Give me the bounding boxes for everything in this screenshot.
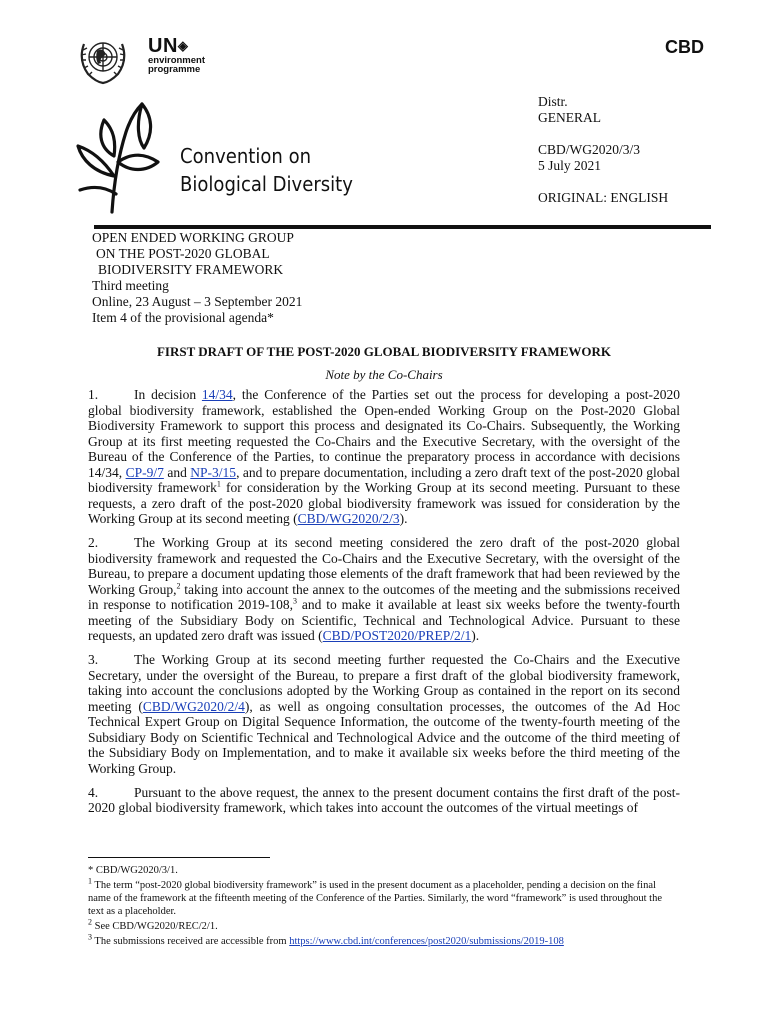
agenda-item: Item 4 of the provisional agenda*: [92, 310, 274, 325]
paragraph-1: 1. In decision 14/34, the Conference of the Parties set out the process for developing a post-2020 global biodiversity framework, established the Open-ended Working Group on the Post-2020 Global Biodiversity Framework to support this process and designated its Co-Chairs. Subsequently, the Working Group at its first meeting requested the Co-Chairs and the Executive Secretary, with the oversight of the Bureau of the Conference of the Parties, to continue the preparatory process in accordance with decisions 14/34, CP-9/7 and NP-3/15, and to prepare documentation, including a zero draft text of the post-2020 global biodiversity framework$^1$ for consideration by the Working Group at its second meeting. Pursuant to these requests, a zero draft of the post-2020 global biodiversity framework was issued for consideration by the Working Group at its second meeting (CBD/WG2020/2/3).: [88, 387, 680, 526]
link-submissions-url[interactable]: https://www.cbd.int/conferences/post2020/submissions/2019-108: [289, 936, 564, 947]
paragraph-number: 2.: [88, 535, 99, 550]
document-title: FIRST DRAFT OF THE POST-2020 GLOBAL BIODIVERSITY FRAMEWORK: [156, 344, 611, 359]
un-environment-line: environment: [148, 55, 206, 66]
footnote-ref-3: 3: [293, 596, 298, 606]
cbd-plant-logo-icon: [74, 102, 164, 214]
convention-title-line-2: Biological Diversity: [180, 172, 353, 196]
footnotes: [88, 864, 680, 950]
footnote-ref-2: 2: [176, 581, 181, 590]
link-cbd-wg2020-2-3[interactable]: CBD/WG2020/2/3: [297, 511, 400, 526]
paragraph-number: 4.: [88, 784, 99, 800]
footnote-1: $^1$ The term “post-2020 global biodiversity framework” is used in the present document as a placeholder, pending a decision on the final name of the framework at the fifteenth meeting of the Conference of the Parties. Similarly, the word “framework” is used throughout the text as a placeholder.: [88, 876, 663, 917]
meeting-venue: Online, 23 August – 3 September 2021: [92, 294, 303, 309]
link-np-3-15[interactable]: NP-3/15: [190, 464, 237, 480]
convention-title: [180, 142, 353, 198]
paragraph-3: 3. The Working Group at its second meeting further requested the Co-Chairs and the Executive Secretary, under the oversight of the Bureau, to prepare a first draft of the global biodiversity framework, taking into account the conclusions adopted by the Working Group as contained in the report on its second meeting (CBD/WG2020/2/4), as well as ongoing consultation processes, the outcomes of the Ad Hoc Technical Expert Group on Digital Sequence Information, the outcome of the twenty-fourth meeting of the Subsidiary Body on Scientific Technical and Technological Advice and the outcome of the third meeting of the Subsidiary Body on Implementation, and to make it available six weeks before the third meeting of the Working Group.: [88, 652, 681, 776]
meeting-body-line-3: BIODIVERSITY FRAMEWORK: [98, 262, 284, 277]
original-language: ORIGINAL: ENGLISH: [538, 190, 669, 205]
meeting-session: Third meeting: [92, 278, 169, 293]
footnote-3: $^3$ The submissions received are accessible from https://www.cbd.int/conferences/post2020/submissions/2019-108: [88, 932, 564, 947]
document-symbol: CBD/WG2020/3/3: [538, 142, 641, 157]
link-cp-9-7[interactable]: CP-9/7: [125, 464, 164, 480]
footnote-ref-1: 1: [216, 479, 221, 489]
document-body: [88, 387, 680, 824]
paragraph-4: 4. Pursuant to the above request, the annex to the present document contains the first draft of the post-2020 global biodiversity framework, which takes into account the outcomes of the virtual meetings of: [88, 784, 680, 815]
convention-title-line-1: Convention on: [180, 144, 312, 168]
distribution-block: [538, 94, 668, 206]
cbd-label: CBD: [665, 37, 704, 57]
document-subtitle: Note by the Co-Chairs: [325, 367, 443, 382]
link-cbd-wg2020-2-4[interactable]: CBD/WG2020/2/4: [142, 698, 245, 714]
paragraph-number: 3.: [88, 652, 99, 667]
un-emblem-icon: [74, 30, 132, 88]
paragraph-number: 1.: [88, 387, 99, 402]
un-small-emblem-icon: ◈: [177, 38, 189, 53]
meeting-block: [92, 230, 302, 326]
distr-label: Distr.: [538, 94, 568, 109]
un-environment-logo: [148, 36, 205, 74]
distr-general: GENERAL: [538, 110, 601, 125]
link-decision-14-34[interactable]: 14/34: [201, 387, 233, 402]
document-date: 5 July 2021: [538, 158, 602, 173]
un-programme-line: programme: [148, 64, 201, 75]
meeting-body-line-1: OPEN ENDED WORKING GROUP: [92, 230, 294, 245]
footnote-2: $^2$ See CBD/WG2020/REC/2/1.: [88, 917, 218, 932]
link-cbd-post2020-prep-2-1[interactable]: CBD/POST2020/PREP/2/1: [322, 628, 472, 643]
footnote-divider: [88, 857, 270, 858]
paragraph-2: 2. The Working Group at its second meeting considered the zero draft of the post-2020 global biodiversity framework and requested the Co-Chairs and the Executive Secretary, with the oversight of the Bureau, to prepare a document updating those elements of the draft framework that had been reviewed by the Working Group,$^2$ taking into account the annex to the outcomes of the meeting and the submissions received in response to notification 2019-108,$^3$ and to make it available at least six weeks before the twenty-fourth meeting of the Subsidiary Body on Scientific, Technical and Technological Advice. Pursuant to these requests, an updated zero draft was issued (CBD/POST2020/PREP/2/1).: [88, 535, 681, 643]
meeting-body-line-2: ON THE POST-2020 GLOBAL: [96, 246, 270, 261]
un-mark: UN: [148, 35, 178, 57]
header-divider: [94, 225, 711, 229]
footnote-star: * CBD/WG2020/3/1.: [88, 865, 178, 876]
